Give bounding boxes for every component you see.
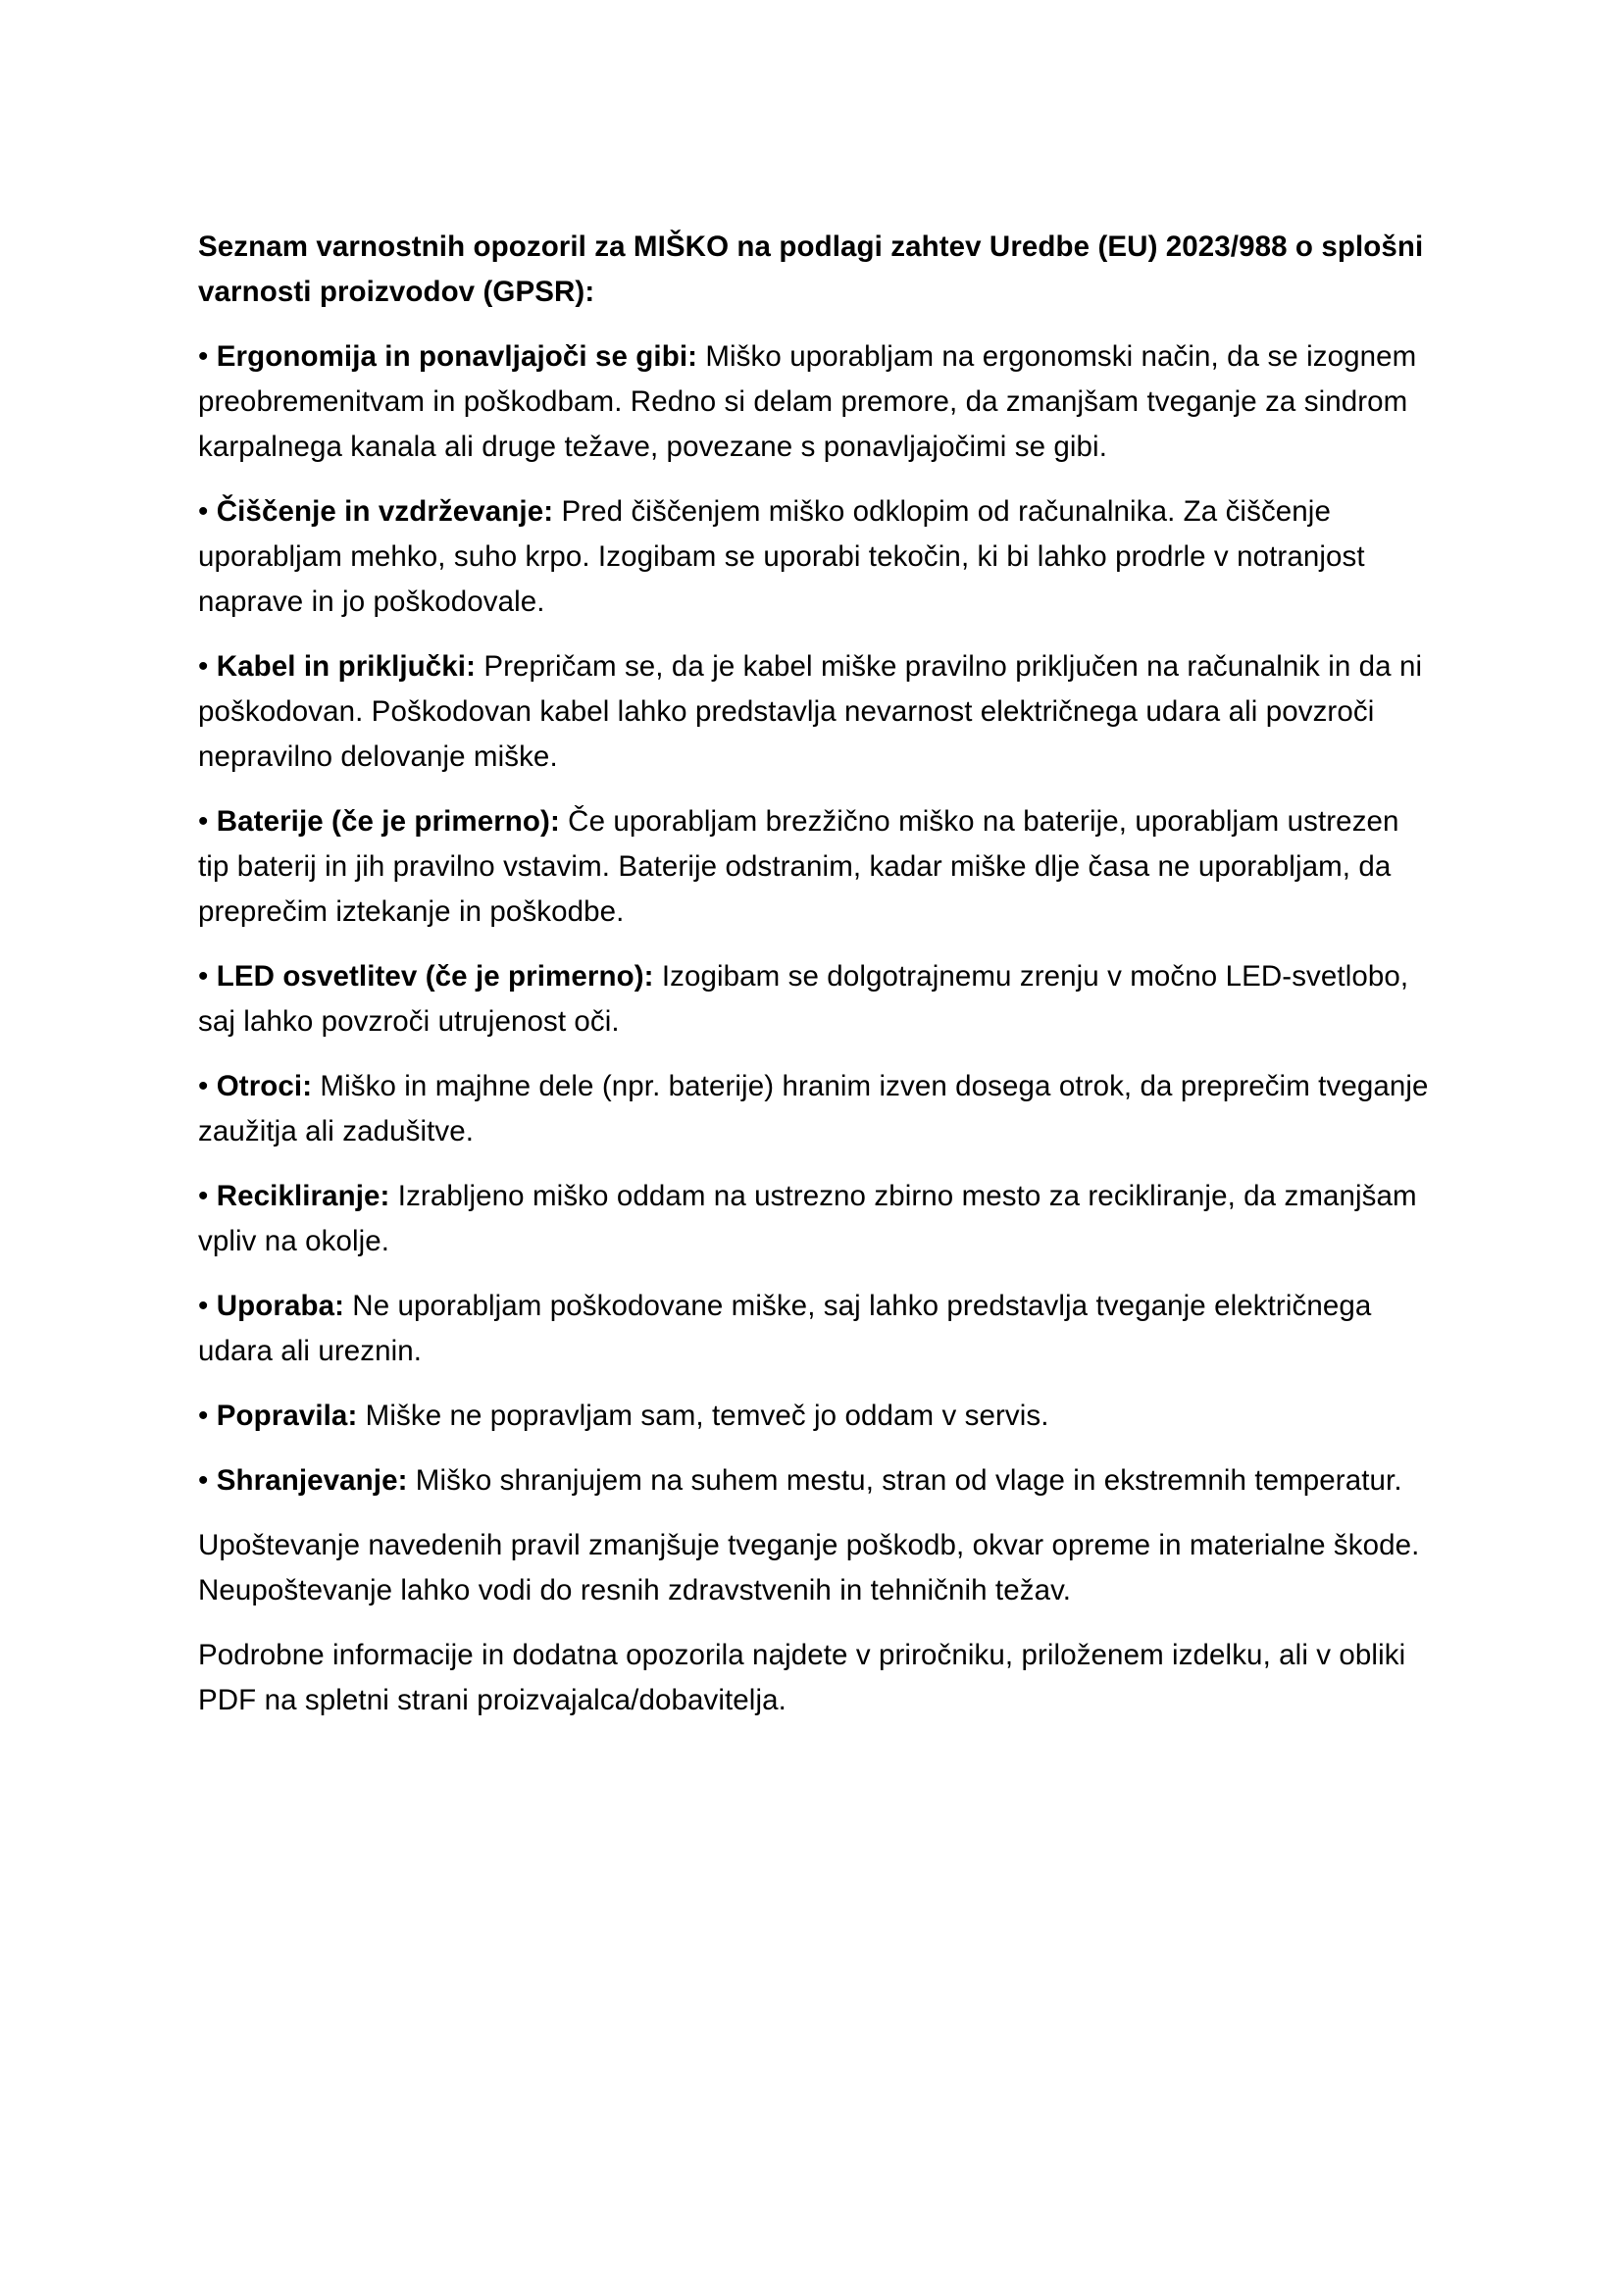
warning-item: [198, 1284, 1434, 1374]
warning-label: Baterije (če je primerno):: [216, 805, 560, 838]
bullet-marker: •: [198, 1180, 217, 1212]
bullet-marker: •: [198, 1290, 217, 1322]
bullet-marker: •: [198, 805, 217, 838]
bullet-marker: •: [198, 1400, 217, 1432]
warning-item: [198, 334, 1434, 470]
warning-item: [198, 799, 1434, 935]
warning-label: Čiščenje in vzdrževanje:: [216, 495, 554, 528]
warning-text: Pred čiščenjem miško odklopim od računalnika. Za čiščenje uporabljam mehko, suho krpo. Izogibam se uporabi tekočin, ki bi lahko prodrle v notranjost naprave in jo poškodovale.: [198, 495, 1365, 618]
document-title: Seznam varnostnih opozoril za MIŠKO na podlagi zahtev Uredbe (EU) 2023/988 o splošni varnosti proizvodov (GPSR):: [198, 230, 1424, 308]
closing-paragraph: Podrobne informacije in dodatna opozorila najdete v priročniku, priloženem izdelku, ali v obliki PDF na spletni strani proizvajalca/dobavitelja.: [198, 1639, 1406, 1716]
warning-item: [198, 1174, 1434, 1264]
warning-text: Miško uporabljam na ergonomski način, da se izognem preobremenitvam in poškodbam. Redno si delam premore, da zmanjšam tveganje za sindrom karpalnega kanala ali druge težave, povezane s ponavljajočimi se gibi.: [198, 340, 1417, 463]
warning-text: Prepričam se, da je kabel miške pravilno priključen na računalnik in da ni poškodovan. Poškodovan kabel lahko predstavlja nevarnost električnega udara ali povzroči nepravilno delovanje miške.: [198, 650, 1423, 773]
document-content: [198, 225, 1434, 1743]
bullet-marker: •: [198, 1070, 217, 1102]
warning-item: [198, 489, 1434, 625]
bullet-marker: •: [198, 495, 217, 528]
bullet-marker: •: [198, 960, 217, 993]
warning-item: [198, 644, 1434, 780]
warning-label: Recikliranje:: [216, 1180, 390, 1212]
warning-text: Izogibam se dolgotrajnemu zrenju v močno LED-svetlobo, saj lahko povzroči utrujenost oči.: [198, 960, 1409, 1038]
warning-label: Shranjevanje:: [216, 1464, 408, 1497]
warning-list: [198, 334, 1434, 1504]
warning-item: [198, 1458, 1434, 1504]
bullet-marker: •: [198, 650, 217, 683]
warning-text: Izrabljeno miško oddam na ustrezno zbirno mesto za recikliranje, da zmanjšam vpliv na okolje.: [198, 1180, 1417, 1257]
warning-text: Ne uporabljam poškodovane miške, saj lahko predstavlja tveganje električnega udara ali ureznin.: [198, 1290, 1372, 1367]
warning-label: LED osvetlitev (če je primerno):: [216, 960, 654, 993]
warning-text: Če uporabljam brezžično miško na baterije, uporabljam ustrezen tip baterij in jih pravilno vstavim. Baterije odstranim, kadar miške dlje časa ne uporabljam, da preprečim iztekanje in poškodbe.: [198, 805, 1399, 928]
warning-label: Popravila:: [216, 1400, 358, 1432]
warning-label: Uporaba:: [216, 1290, 345, 1322]
warning-label: Ergonomija in ponavljajoči se gibi:: [216, 340, 698, 373]
warning-text: Miško shranjujem na suhem mestu, stran od vlage in ekstremnih temperatur.: [407, 1464, 1402, 1497]
warning-item: [198, 1064, 1434, 1154]
closing-paragraphs: [198, 1523, 1434, 1723]
warning-text: Miško in majhne dele (npr. baterije) hranim izven dosega otrok, da preprečim tveganje zaužitja ali zadušitve.: [198, 1070, 1429, 1147]
bullet-marker: •: [198, 340, 217, 373]
closing-paragraph: Upoštevanje navedenih pravil zmanjšuje tveganje poškodb, okvar opreme in materialne škode. Neupoštevanje lahko vodi do resnih zdravstvenih in tehničnih težav.: [198, 1529, 1420, 1606]
bullet-marker: •: [198, 1464, 217, 1497]
warning-item: [198, 954, 1434, 1045]
warning-label: Kabel in priključki:: [216, 650, 477, 683]
warning-text: Miške ne popravljam sam, temveč jo oddam v servis.: [357, 1400, 1049, 1432]
warning-item: [198, 1394, 1434, 1439]
warning-label: Otroci:: [216, 1070, 313, 1102]
